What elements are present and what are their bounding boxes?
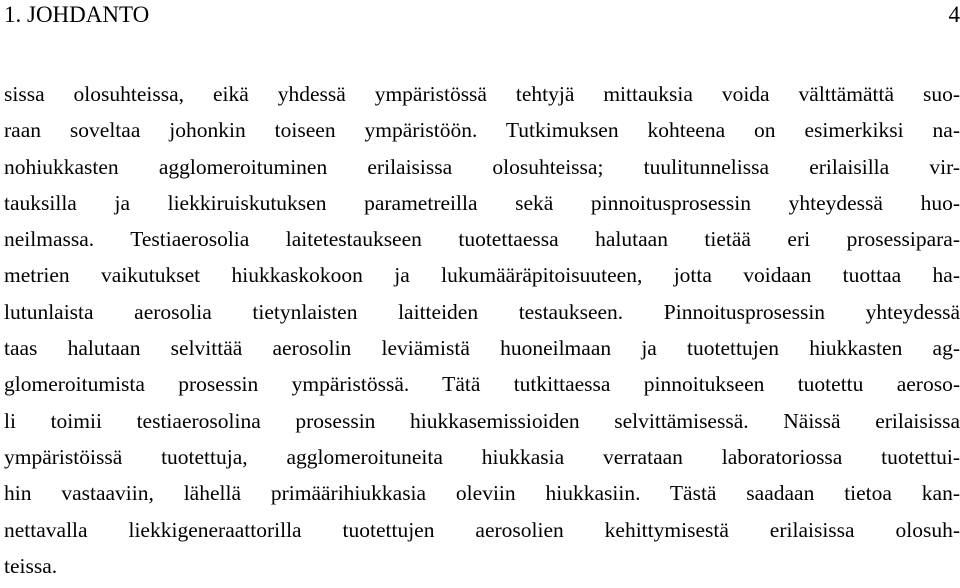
chapter-title: 1. JOHDANTO <box>4 2 150 27</box>
paragraph-line: teissa. <box>4 553 58 578</box>
paragraph-line: li toimii testiaerosolina prosessin hiukkasemissioiden selvittämisessä. Näissä erilaisissa <box>4 408 960 433</box>
paragraph-line: metrien vaikutukset hiukkaskokoon ja lukumääräpitoisuuteen, jotta voidaan tuottaa ha- <box>4 263 960 288</box>
paragraph-line: ympäristöissä tuotettuja, agglomeroituneita hiukkasia verrataan laboratoriossa tuotettui- <box>4 444 960 469</box>
page-header <box>4 0 960 30</box>
paragraph-line: tauksilla ja liekkiruiskutuksen parametreilla sekä pinnoitusprosessin yhteydessä huo- <box>4 190 960 215</box>
body-paragraph <box>4 76 960 584</box>
paragraph-line: hin vastaaviin, lähellä primäärihiukkasia oleviin hiukkasiin. Tästä saadaan tietoa kan- <box>4 481 960 506</box>
paragraph-line: glomeroitumista prosessin ympäristössä. Tätä tutkittaessa pinnoitukseen tuotettu aeroso- <box>4 372 960 397</box>
paragraph-line: lutunlaista aerosolia tietynlaisten laitteiden testaukseen. Pinnoitusprosessin yhteydessä <box>4 299 960 324</box>
paragraph-line: nohiukkasten agglomeroituminen erilaisissa olosuhteissa; tuulitunnelissa erilaisilla vir- <box>4 154 960 179</box>
paragraph-line: taas halutaan selvittää aerosolin leviämistä huoneilmaan ja tuotettujen hiukkasten ag- <box>4 336 960 361</box>
page-number: 4 <box>948 2 960 27</box>
paragraph-line: sissa olosuhteissa, eikä yhdessä ympäristössä tehtyjä mittauksia voida välttämättä suo- <box>4 82 960 106</box>
paragraph-line: neilmassa. Testiaerosolia laitetestaukseen tuotettaessa halutaan tietää eri prosessipara- <box>4 227 960 252</box>
paragraph-line: nettavalla liekkigeneraattorilla tuotettujen aerosolien kehittymisestä erilaisissa olosuh- <box>4 517 960 542</box>
paragraph-line: raan soveltaa johonkin toiseen ympäristöön. Tutkimuksen kohteena on esimerkiksi na- <box>4 118 960 143</box>
